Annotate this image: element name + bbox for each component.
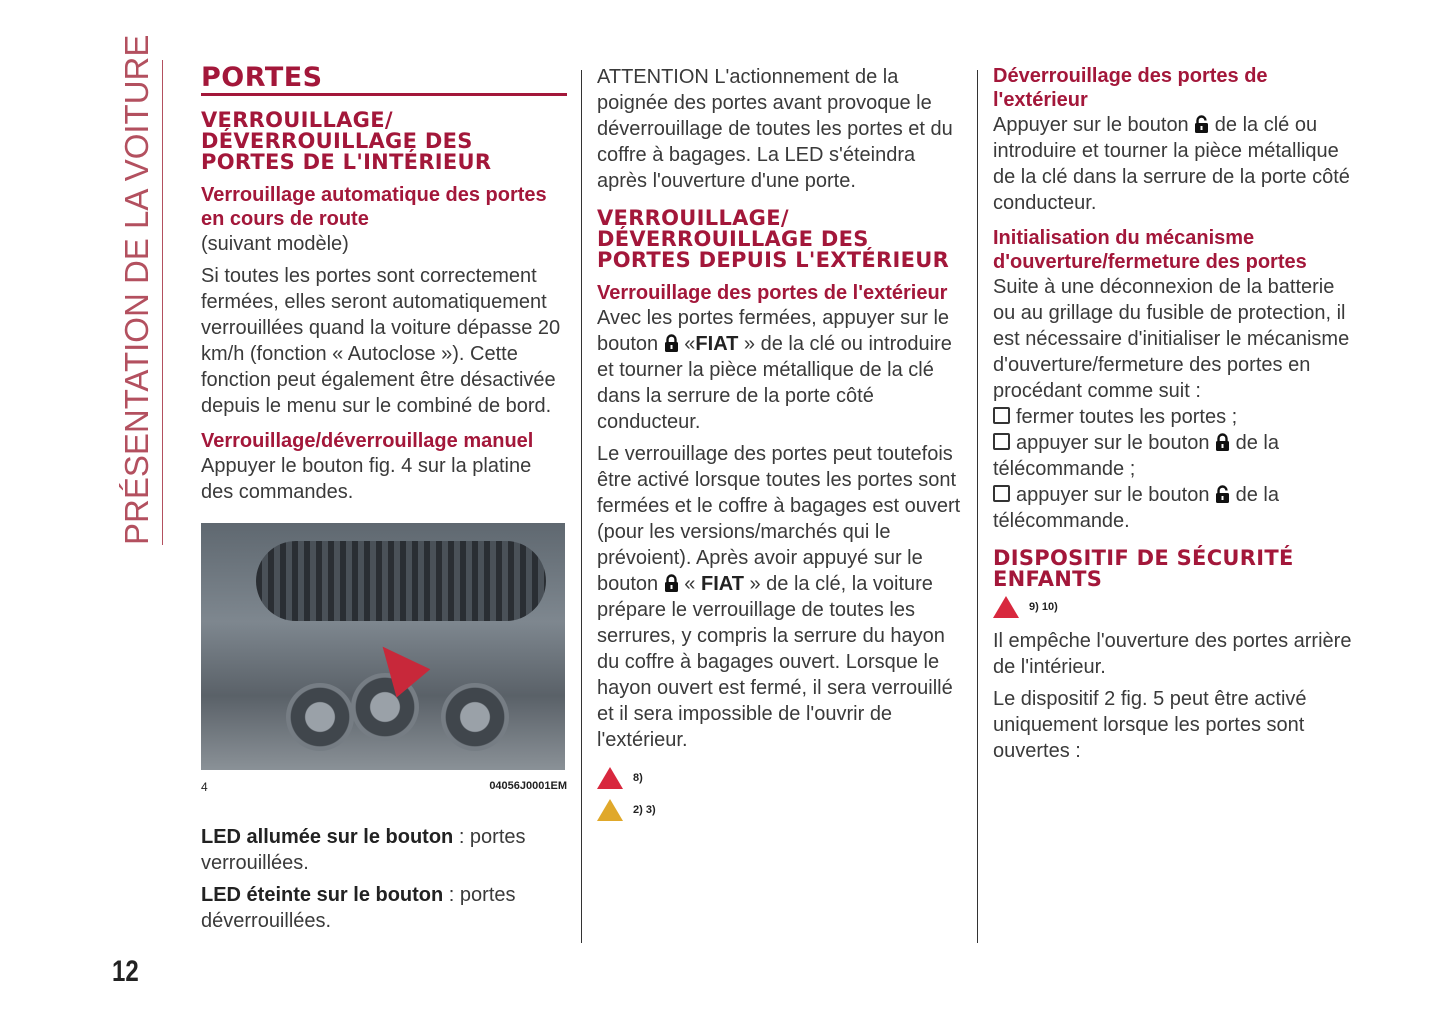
- knob: [441, 683, 509, 751]
- section-heading: VERROUILLAGE/ DÉVERROUILLAGE DES PORTES DE L'INTÉRIEUR: [201, 108, 492, 174]
- list-item: appuyer sur le bouton de la télécommande ;: [993, 432, 1279, 480]
- subheading: Déverrouillage des portes de l'extérieur: [993, 65, 1268, 111]
- checkbox-bullet-icon: [993, 407, 1010, 424]
- lock-icon: [664, 334, 679, 352]
- page-number: 12: [112, 955, 139, 988]
- paragraph: Le dispositif 2 fig. 5 peut être activé uniquement lorsque les portes sont ouvertes :: [993, 688, 1307, 762]
- paragraph: LED allumée sur le bouton : portes verrouillées.: [201, 826, 526, 874]
- subheading: Verrouillage automatique des portes en cours de route: [201, 184, 547, 230]
- column-1: [201, 64, 567, 934]
- figure-caption: 4 04056J0001EM: [201, 780, 567, 794]
- list-item: fermer toutes les portes ;: [993, 404, 1359, 430]
- warning-reference: 9) 10): [993, 596, 1359, 618]
- column-divider: [581, 70, 582, 943]
- section-side-title: PRÉSENTATION DE LA VOITURE: [112, 60, 163, 545]
- paragraph: Avec les portes fermées, appuyer sur le bouton «FIAT » de la clé ou introduire et tourner la pièce métallique de la clé dans la serrure de la porte côté conducteur.: [597, 307, 952, 433]
- warning-icon: [993, 596, 1019, 618]
- paragraph: Appuyer sur le bouton de la clé ou introduire et tourner la pièce métallique de la clé dans la serrure de la porte côté conducteur.: [993, 114, 1350, 214]
- section-heading: VERROUILLAGE/ DÉVERROUILLAGE DES PORTES DEPUIS L'EXTÉRIEUR: [597, 206, 950, 272]
- subheading: Verrouillage des portes de l'extérieur: [597, 282, 948, 304]
- caution-reference: 2) 3): [597, 799, 963, 821]
- checkbox-bullet-icon: [993, 433, 1010, 450]
- knob: [286, 683, 354, 751]
- note: (suivant modèle): [201, 233, 349, 255]
- section-heading: DISPOSITIF DE SÉCURITÉ ENFANTS: [993, 546, 1294, 591]
- caution-icon: [597, 799, 623, 821]
- paragraph: Suite à une déconnexion de la batterie ou au grillage du fusible de protection, il est nécessaire d'initialiser le mécanisme d'ouverture/fermeture des portes en procédant comme suit :: [993, 276, 1350, 402]
- subheading: Initialisation du mécanisme d'ouverture/fermeture des portes: [993, 227, 1307, 273]
- paragraph: LED éteinte sur le bouton : portes déverrouillées.: [201, 884, 516, 932]
- column-2: [597, 64, 963, 821]
- paragraph: Si toutes les portes sont correctement fermées, elles seront automatiquement verrouillées quand la voiture dépasse 20 km/h (fonction « Autoclose »). Cette fonction peut également être désactivée depuis le menu sur le combiné de bord.: [201, 265, 561, 417]
- page-title: PORTES: [201, 64, 567, 96]
- warning-reference: 8): [597, 767, 963, 789]
- checkbox-bullet-icon: [993, 485, 1010, 502]
- column-3: [993, 64, 1359, 764]
- paragraph: Il empêche l'ouverture des portes arrière de l'intérieur.: [993, 630, 1352, 678]
- figure-dashboard-photo: [201, 523, 565, 770]
- paragraph: Le verrouillage des portes peut toutefois être activé lorsque toutes les portes sont fermées et le coffre à bagages est ouvert (pour les versions/marchés qui le prévoient). Après avoir appuyé sur le bouton « FIAT » de la clé, la voiture prépare le verrouillage de toutes les serrures, y compris la serrure du hayon du coffre à bagages ouvert. Lorsque le hayon ouvert est fermé, il sera verrouillé et il sera impossible de l'ouvrir de l'extérieur.: [597, 443, 961, 751]
- warning-icon: [597, 767, 623, 789]
- unlock-icon: [1194, 115, 1209, 133]
- air-vent: [256, 541, 546, 621]
- paragraph: Appuyer le bouton fig. 4 sur la platine des commandes.: [201, 455, 532, 503]
- unlock-icon: [1215, 485, 1230, 503]
- lock-icon: [664, 574, 679, 592]
- paragraph: ATTENTION L'actionnement de la poignée des portes avant provoque le déverrouillage de toutes les portes et du coffre à bagages. La LED s'éteindra après l'ouverture d'une porte.: [597, 66, 953, 192]
- list-item: appuyer sur le bouton de la télécommande.: [993, 484, 1279, 532]
- lock-icon: [1215, 433, 1230, 451]
- subheading: Verrouillage/déverrouillage manuel: [201, 430, 534, 452]
- column-divider: [977, 70, 978, 943]
